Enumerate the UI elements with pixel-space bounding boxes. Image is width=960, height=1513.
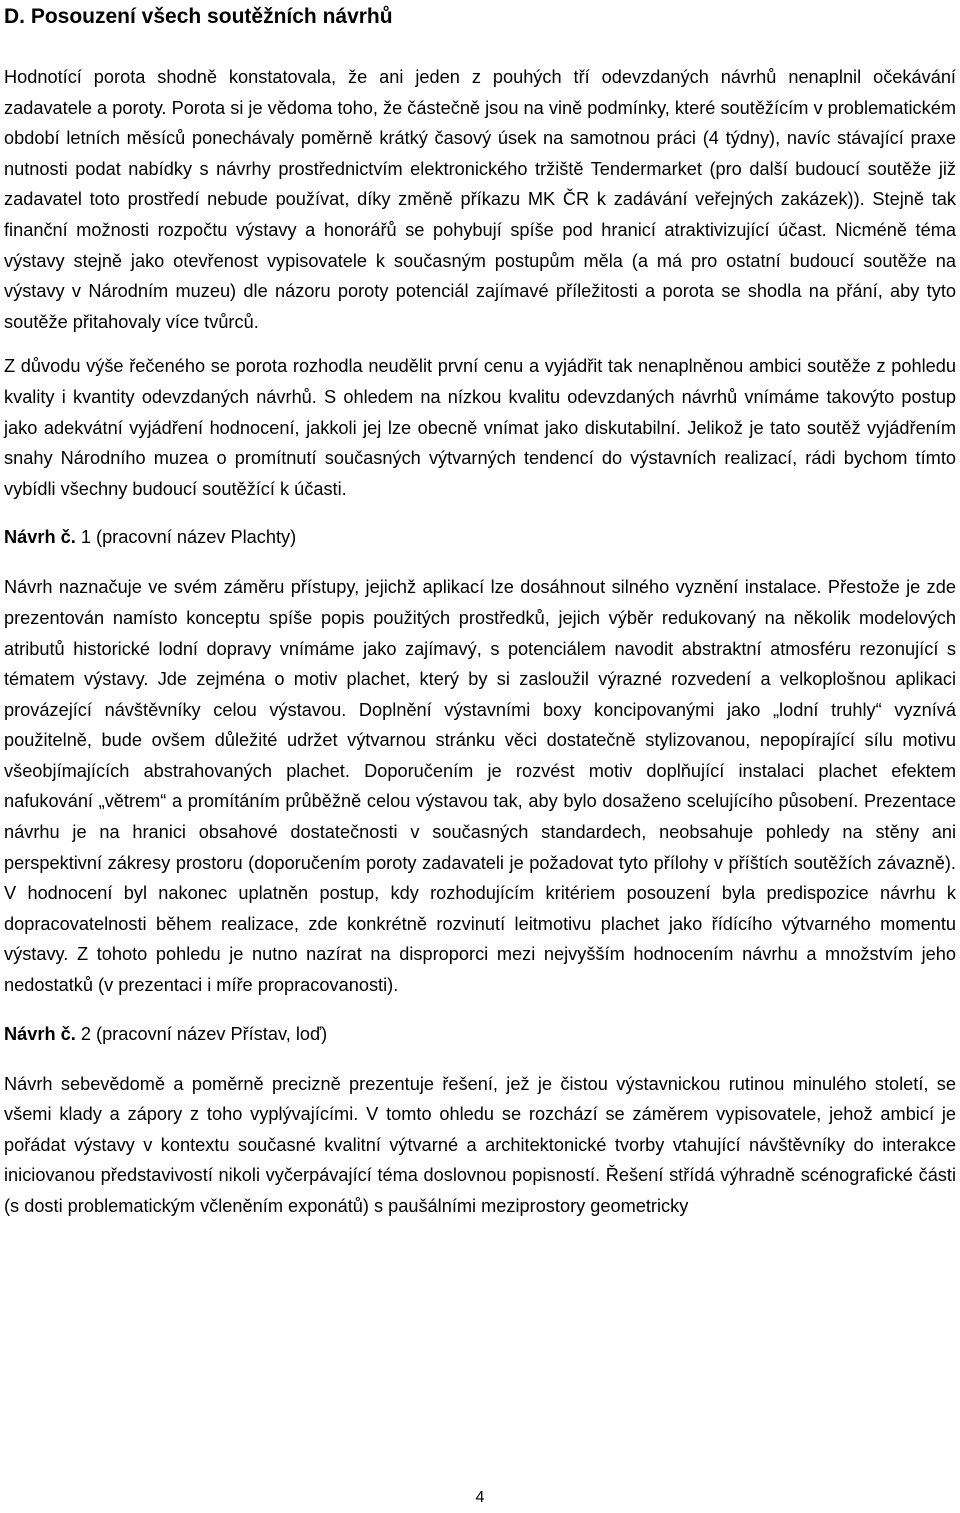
document-page [4,0,956,1222]
page-number: 4 [475,1489,485,1506]
navrh1-paragraph: Návrh naznačuje ve svém záměru přístupy, jejichž aplikací lze dosáhnout silného vyznění instalace. Přestože je zde prezentován namísto konceptu spíše popis použitých prostředků, jejich výběr redukovaný na několik modelových atributů historické lodní dopravy vnímáme jako zajímavý, s potenciálem navodit abstraktní atmosféru rezonující s tématem výstavy. Jde zejména o motiv plachet, který by si zasloužil výrazné rozvedení a velkoplošnou aplikaci provázející návštěvníky celou výstavou. Doplnění výstavními boxy koncipovanými jako „lodní truhly“ vyznívá použitelně, bude ovšem důležité udržet výtvarnou stránku věci dostatečně stylizovanou, nepopírající sílu motivu všeobjímajících abstrahovaných plachet. Doporučením je rozvést motiv doplňující instalaci plachet efektem nafukování „větrem“ a promítáním průběžně celou výstavou tak, aby bylo dosaženo scelujícího působení. Prezentace návrhu je na hranici obsahové dostatečnosti v současných standardech, neobsahuje pohledy na stěny ani perspektivní zákresy prostoru (doporučením poroty zadavateli je požadovat tyto přílohy v příštích soutěžích závazně). V hodnocení byl nakonec uplatněn postup, kdy rozhodujícím kritériem posouzení byla predispozice návrhu k dopracovatelnosti během realizace, zde konkrétně rozvinutí leitmotivu plachet jako řídícího výtvarného momentu výstavy. Z tohoto pohledu je nutno nazírat na disproporci mezi nejvyšším hodnocením návrhu a množstvím jeho nedostatků (v prezentaci i míře propracovanosti). [4,577,956,996]
conclusion-paragraph: Z důvodu výše řečeného se porota rozhodla neudělit první cenu a vyjádřit tak nenaplněnou ambici soutěže z pohledu kvality i kvantity odevzdaných návrhů. S ohledem na nízkou kvalitu odevzdaných návrhů vnímáme takovýto postup jako adekvátní vyjádření hodnocení, jakkoli jej lze obecně vnímat jako diskutabilní. Jelikož je tato soutěž vyjádřením snahy Národního muzea o promítnutí současných výtvarných tendencí do výstavních realizací, rádi bychom tímto vybídli všechny budoucí soutěžící k účasti. [4,356,956,499]
navrh2-title: 2 (pracovní název Přístav, loď) [80,1023,328,1044]
navrh1-title: 1 (pracovní název Plachty) [80,527,297,548]
section-heading: D. Posouzení všech soutěžních návrhů [4,5,393,28]
intro-paragraph: Hodnotící porota shodně konstatovala, že ani jeden z pouhých tří odevzdaných návrhů nenaplnil očekávání zadavatele a poroty. Porota si je vědoma toho, že částečně jsou na vině podmínky, které soutěžícím v problematickém období letních měsíců ponechávaly poměrně krátký časový úsek na samotnou práci (4 týdny), navíc stávající praxe nutnosti podat nabídky s návrhy prostřednictvím elektronického tržiště Tendermarket (pro další budoucí soutěže již zadavatel toto prostředí nebude používat, díky změně příkazu MK ČR k zadávání veřejných zakázek)). Stejně tak finanční možnosti rozpočtu výstavy a honorářů se pohybují spíše pod hranicí atraktivizující účast. Nicméně téma výstavy stejně jako otevřenost vypisovatele k současným postupům měla (a má pro ostatní budoucí soutěže na výstavy v Národním muzeu) dle názoru poroty potenciál zajímavé příležitosti a porota se shodla na přání, aby tyto soutěže přitahovaly více tvůrců. [4,67,956,332]
navrh1-heading [4,522,956,552]
navrh2-label: Návrh č. [4,1023,76,1044]
navrh1-label: Návrh č. [4,527,76,548]
navrh2-heading [4,1019,956,1049]
navrh2-paragraph: Návrh sebevědomě a poměrně precizně prezentuje řešení, jež je čistou výstavnickou rutinou minulého století, se všemi klady a zápory z toho vyplývajícími. V tomto ohledu se rozchází se záměrem vypisovatele, jehož ambicí je pořádat výstavy v kontextu současné kvalitní výtvarné a architektonické tvorby vtahující návštěvníky do interakce iniciovanou představivostí nikoli vyčerpávající téma doslovnou popisností. Řešení střídá výhradně scénografické části (s dosti problematickým včleněním exponátů) s paušálními meziprostory geometricky [4,1073,956,1216]
